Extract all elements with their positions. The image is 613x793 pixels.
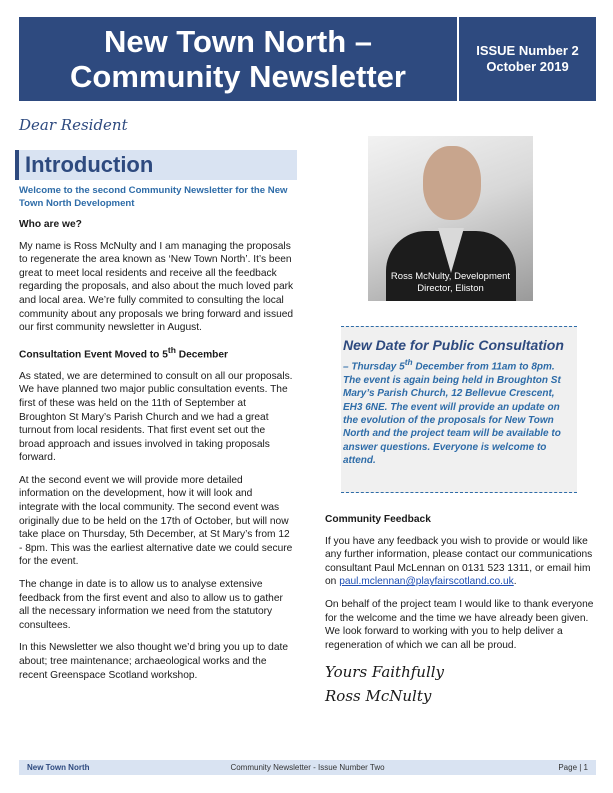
page-footer <box>19 760 596 775</box>
page-number: Page | 1 <box>558 763 588 772</box>
photo-caption-line-1: Ross McNulty, Development <box>390 271 511 282</box>
intro-heading-bar <box>15 150 297 180</box>
welcome-text: Welcome to the second Community Newsletter for the New Town North Development <box>19 185 288 209</box>
event-heading <box>19 344 294 362</box>
left-column <box>19 185 294 691</box>
photo-head <box>423 146 481 220</box>
callout-body <box>343 356 575 468</box>
intro-heading: Introduction <box>25 152 154 177</box>
feedback-contact-text: If you have any feedback you wish to provide or would like any further information, please contact our communications consultant Paul McLennan on 0131 523 1311, or email him on <box>325 535 593 588</box>
who-heading: Who are we? <box>19 219 82 230</box>
newsletter-title <box>19 17 459 101</box>
footer-left: New Town North <box>27 763 90 772</box>
feedback-heading: Community Feedback <box>325 514 431 525</box>
issue-box <box>459 17 596 101</box>
photo-caption-line-2: Director, Eliston <box>417 283 484 294</box>
issue-number: ISSUE Number 2 <box>476 43 579 58</box>
photo-caption <box>368 271 533 295</box>
newsletter-header <box>19 17 596 101</box>
event-heading-pre: Consultation Event Moved to 5 <box>19 349 168 361</box>
signoff: Yours Faithfully <box>325 663 445 682</box>
feedback-paragraph-1: If you have any feedback you wish to provide or would like any further information, please contact our communications consultant Paul McLennan on 0131 523 1311, or email him on paul.mclennan@playfairscotland.co.uk. <box>325 535 593 588</box>
footer-center: Community Newsletter - Issue Number Two <box>230 763 385 772</box>
callout-title: New Date for Public Consultation <box>343 337 564 353</box>
title-line-2: Community Newsletter <box>70 59 406 94</box>
feedback-paragraph-2: On behalf of the project team I would like to thank everyone for the welcome and the time we have already been given. We look forward to working with you to help deliver a regeneration of which we can all be proud. <box>325 598 594 651</box>
who-text: My name is Ross McNulty and I am managing the proposals to regenerate the area known as ‘New Town North’. It’s been great to meet local residents and receive all the feedback regarding the proposals, and also about the much loved park and local area. We’re fully commited to consulting the local community about any proposals we bring forward and issued our first community newsletter in August. <box>19 240 294 334</box>
greeting: Dear Resident <box>19 116 128 134</box>
director-photo <box>368 136 533 301</box>
event-paragraph-2: At the second event we will provide more detailed information on the development, how it will look and integrate with the local community. The second event was originally due to be held on the 17th of October, but will now take place on Thursday, 5th December, at St Mary’s from 12 - 8pm. This was the earliest alternative date we could secure for the event. <box>19 474 293 568</box>
consultation-callout <box>341 326 577 493</box>
event-paragraph-4: In this Newsletter we also thought we’d bring you up to date about; tree maintenance; archaeological works and the recent Greenspace Scotland workshop. <box>19 642 288 681</box>
callout-body-sup: th <box>404 357 413 367</box>
event-heading-post: December <box>175 349 228 361</box>
issue-date: October 2019 <box>486 59 569 74</box>
email-link[interactable]: paul.mclennan@playfairscotland.co.uk <box>339 576 514 588</box>
title-line-1: New Town North – <box>103 24 373 59</box>
event-heading-sup: th <box>167 344 176 355</box>
feedback-column <box>325 513 597 704</box>
event-paragraph-1: As stated, we are determined to consult on all our proposals. We have planned two major public consultation events. The first of these was held on the 11th of September at Broughton St Mary’s Parish Church and we had a great turnout from local residents. That first event set out the broad approach and issues involved in taking proposals forward. <box>19 370 293 464</box>
callout-body-pre: – Thursday 5 <box>343 361 405 373</box>
signature: Ross McNulty <box>325 686 432 705</box>
event-paragraph-3: The change in date is to allow us to analyse extensive feedback from the first event and also to allow us to gather all the necessary information we need from the statutory consultees. <box>19 579 283 631</box>
callout-body-post: December from 11am to 8pm. The event is again being held in Broughton St Mary’s Parish Church, 12 Bellevue Crescent, EH3 6NE. The event will provide an update on the evolution of the proposals for New Town North and the project team will be available to answer questions. Everyone is welcome to attend. <box>343 361 561 467</box>
